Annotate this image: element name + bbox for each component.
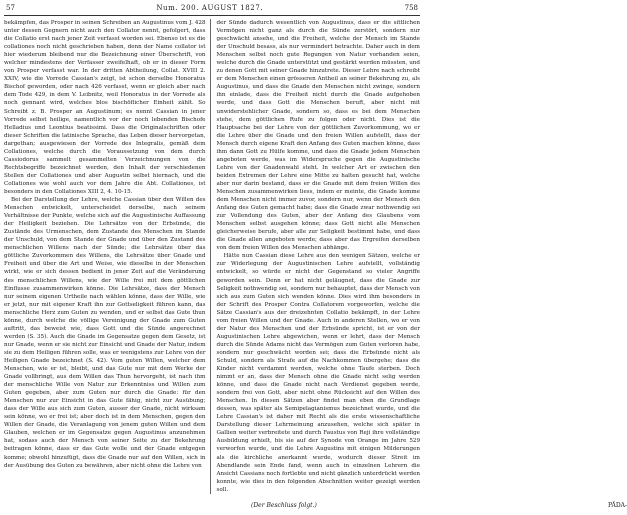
paragraph: der Sünde dadurch wesentlich von Augustinus, dass er die sittlichen Vermögen nicht ganz als durch die Sünde zerstört, sondern nur geschwächt ansehe, und die Freiheit, welche der Mensch im Stande der Unschuld besass, als nur vermindert betrachte. Daher auch in dem Menschen selbst noch gute Regungen von Natur vorhanden seien, welche durch die Gnade unterstützt und gestärkt werden müssten, und zu denen Gott mit seiner Gnade hinzutrete. Dieser Lehre nach schreibt er dem Menschen einen grösseren Antheil an seiner Bekehrung zu, als Augustinus, und dass die Gnade den Menschen nicht zwinge, sondern ihn einlade, dass die Freiheit nicht durch die Gnade aufgehoben werde, und dass Gott die Menschen beruft, aber nicht mit unwiderstehlicher Gnade, sondern so, dass es bei dem Menschen stehe, dem göttlichen Rufe zu folgen oder nicht. Dies ist die Hauptsache bei der Lehre von der göttlichen Zuvorkommung, wo er die Lehre über die Gnade und den freien Willen aufstellt, dass der Mensch durch eigene Kraft den Anfang des Guten machen könne, dass ihm dann Gott zu Hülfe komme, und dass die Gnade jedem Menschen angeboten werde, was im Widerspruche gegen die Augustinische Lehre von der Gnadenwahl steht. In welcher Art er zwischen den beiden Extremen der Lehre eine Mitte zu halten gesucht hat, welche aber nur darin bestand, dass er die Gnade mit dem freien Willen des Menschen zusammenwirken liess, indem er meinte, die Gnade komme dem Menschen nicht immer zuvor, sondern nur, wenn der Mensch den Anfang des Guten gemacht habe; dass die Gnade zwar nothwendig sei zur Vollendung des Guten, aber der Anfang des Glaubens vom Menschen selbst ausgehen könne; dass Gott nicht alle Menschen gleicherweise berufe, aber alle zur Seligkeit bestimmt habe, und dass die Gnade allen angeboten werde; dass aber das Ergreifen derselben von dem freien Willen des Menschen abhänge. bbox=[216, 20, 420, 252]
page-header bbox=[4, 4, 420, 16]
right-column bbox=[217, 19, 421, 494]
continuation-note: (Der Beschluss folgt.) bbox=[251, 502, 317, 509]
issue-date: Num. 200. AUGUST 1827. bbox=[156, 4, 264, 12]
left-column bbox=[4, 19, 211, 494]
paragraph: Hätte nun Cassian diese Lehre aus den wenigen Sätzen, welche er zur Widerlegung der Augustinischen Lehre aufstellt, vollständig entwickelt, so würde er nicht der Gegenstand so vieler Angriffe geworden sein. Denn er hat nicht geläugnet, dass die Gnade zur Seligkeit nothwendig sei, sondern nur behauptet, dass der Mensch von sich aus zum Guten sich wenden könne. Dies wird ihm besonders in der Schrift des Prosper Contra Collatorem vorgeworfen, welche die Sätze Cassian's aus der dreizehnten Collatio bekämpft, in der Lehre vom freien Willen und der Gnade. Auch in anderen Stellen, wo er von der Natur des Menschen und der Erbsünde spricht, ist er von der Augustinischen Lehre abgewichen, wenn er lehrt, dass der Mensch durch die Sünde Adams nicht das Vermögen zum Guten verloren habe, sondern nur geschwächt worden sei; dass die Erbsünde nicht als Schuld, sondern als Strafe auf die Nachkommen übergehe; dass die Kinder nicht verdammt werden, welche ohne Taufe sterben. Doch nimmt er an, dass der Mensch ohne die Gnade nicht selig werden könne, und dass die Gnade nicht nach Verdienst gegeben werde, sondern frei von Gott, aber nicht ohne Rücksicht auf den Willen des Menschen. In diesen Sätzen aber findet man eben die Grundlage dessen, was später als Semipelagianismus bezeichnet wurde, und die Lehre Cassian's ist daher mit Recht als die erste wissenschaftliche Darstellung dieser Lehrmeinung anzusehen, welche sich später in Gallien weiter verbreitete und durch Faustus von Reji ihre vollständige Ausbildung erhielt, bis sie auf der Synode von Orange im Jahre 529 verworfen wurde, und die Lehre Augustins mit einigen Milderungen als die kirchliche anerkannt wurde, wodurch dieser Streit im Abendlande sein Ende fand, wenn auch in einzelnen Lehrern die Ansicht Cassians noch fortlebte und nicht gänzlich unterdrückt werden konnte, wie dies in den folgenden Abschnitten weiter gezeigt werden soll. bbox=[216, 253, 420, 493]
page-number-right: 758 bbox=[404, 4, 418, 12]
page-footer bbox=[0, 502, 627, 510]
paragraph: bekämpfen, das Prosper in seinen Schreiben an Augustinus vom J. 428 unter dessen Gegnern nicht auch den Collator nennt, gefolgert, dass die Collatio erst nach jener Zeit verfasst worden sei. Ebenso ist es die collationes noch nicht geschrieben haben, denn der Name collator ist hier wiederum bleibend nur die Bezeichnung einer Überschrift, von welcher mindestens der Verfasser zweifelhaft, ob er in dieser Form von Prosper verfasst war. In der dritten Abtheilung, Collat. XVIII 2. XXIV, wie die Vorrede Cassian's zeigt, ist schon derselbe Honoratus Bischof geworden, oder nach 426 verfasst, wenn er gleich aber nach dem Tode 429, in dem V. Leibnitz, weil Honoratus in der Vorrede als noch gennant wird, welches blos bischöflicher Einheit zählt. So Schreibt z. B. Prosper an Augustinum; es nennt Cassian in jener Vorrede selbst heilige, namentlich vor der noch lebenden Bischofe Helladius und Leontius beatissimi. Dass die Originalschriften oder dieser Schriften die latinische Sprache, das Leben dieser hervorgetan, dargethan; ausgewiesen der Vorrede des Integralis, gemäß dem Collationes, welche durch die Voraussetzung von dem durch Cassiodorus sammelt gesammelten Verzeichnungen von die Rechtsbegriffe bezeichnet werden, den Inhalt der verschiedenen Stellen der Collationes und aber Augustin selbst hiernach, und die Collationes wie wohl auch vor dem Jahre die Abt. Collationes, ist besonders in den Collationes XIII 2, 4. 10-15. bbox=[4, 20, 206, 195]
paragraph: Bei der Darstellung der Lehre, welche Cassian über den Willen des Menschen entwickelt, unterscheidet derselbe, nach seinem Verhältnisse der Punkte, welche sich auf die Augustinische Auffassung der Heiligkeit beziehen. Die Lehrsätze von der Erbsünde, die Zustände des Urmenschen, dem Zustande des Menschen im Stande der Unschuld, von dem Stande der Gnade und über den Zustand des menschlichen Willens nach der Sünde; die Lehrsätze über das göttliche Zuvorkommen des Willens, die Lehrsätze über Gnade und Freiheit und über die Art und Weise, wie dieselbe in der Menschen wirkt, wie er sich dessen bedient in jener Zeit auf die Veränderung des menschlichen Willens, wie der Wille frei mit dem göttlichen Einflusse zusammenwirken könne. Die Lehrsätze, dass der Mensch nur seinem eigenen Urtheile nach wählen könne, dass der Wille, wie er jetzt, nur mit eigener Kraft ihn zur Gottseligkeit führen kann, das menschliche Herz zum Guten zu wenden, und er selbst das Gute thun könne, durch welche die völlige Vereinigung der Gnade zum Guten auftritt, das beweist wie, dass Gott und die Sünde angerechnet werden (S. 35). Auch die Gnade im Gegensatze gegen dem Gesetz, ist nur Gnade, wenn er sie nicht zur Einsicht und Gnade der Natur, indem sie zu dem Heiligen führen solle, was er wenigstens zur Lehre von der Heiligen Gnade bezeichnet (S. 42). Vom guten Willen, welcher dem Menschen, wie er ist, bleibt, und das Gute nur mit dem Werke der Gnade vollbringt, aus dem Willen das Thun hervorgeht, ist nach ihm der menschliche Wille von Natur zur Erkenntniss und Willen zum Guten gegeben, aber zum Guten nur durch die Gnade: für den Menschen nur zur Einsicht in das Gute fähig, nicht zur Ausübung; dass der Wille aus sich zum Guten, ausser der Gnade, nicht wirksam sein könne, wo er frei ist; aber doch ist in dem Menschen, gegen den Willen der Gnade, die Veranlagung von jenem guten Willen und dem Glauben, welchen er im Gegensatze gegen Augustinus anzunehmen hat, sodass auch der Mensch von seiner Seite zu der Bekehrung beitragen könne, dass er das Gute wolle und der Gnade entgegen komme; obwohl hinzufügt, dass die Gnade nur auf den Willen, sich in der Ausübung des Guten zu bewähren, aber nicht ohne die Lehre von bbox=[4, 197, 206, 469]
catchword: PÄDA- bbox=[608, 502, 627, 509]
page-number-left: 57 bbox=[6, 4, 15, 12]
text-columns bbox=[4, 19, 420, 494]
